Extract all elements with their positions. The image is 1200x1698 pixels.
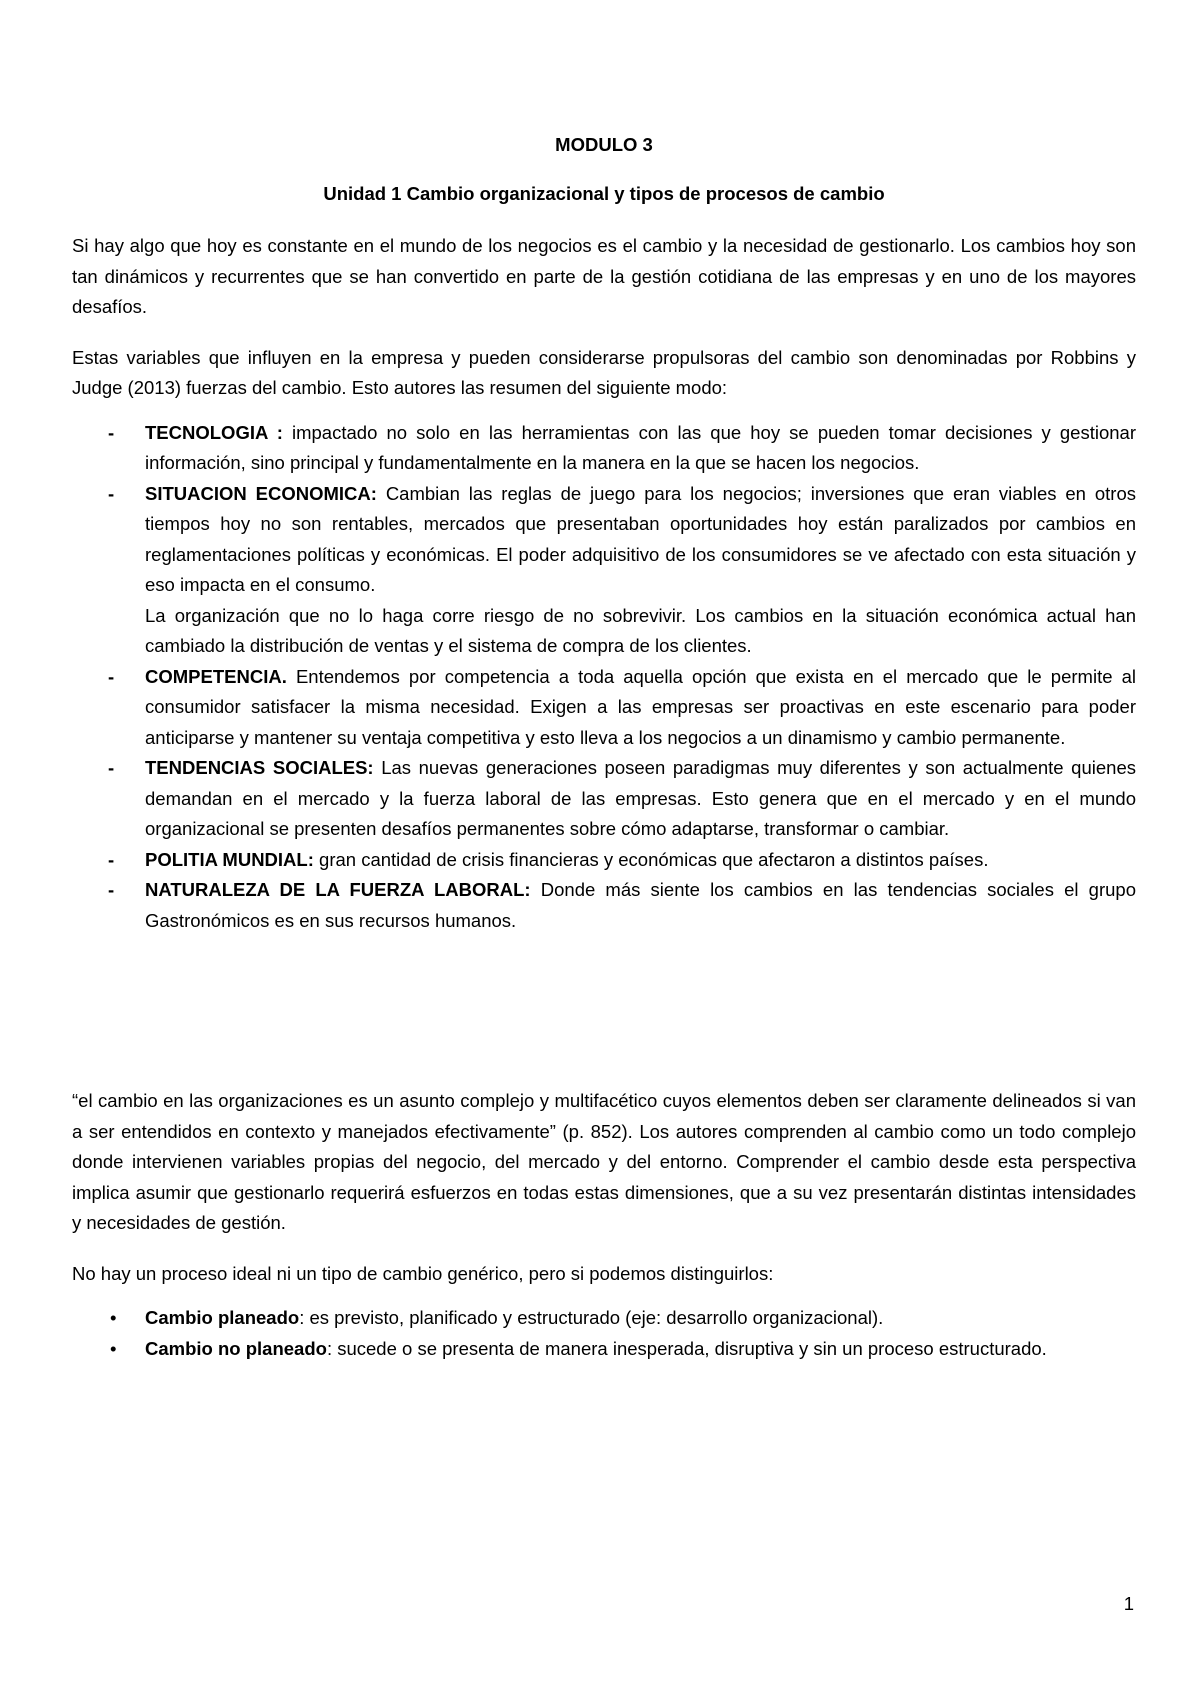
change-type-description: : sucede o se presenta de manera inesperada, disruptiva y sin un proceso estructurado. — [326, 1337, 1047, 1359]
force-description: gran cantidad de crisis financieras y económicas que afectaron a distintos países. — [313, 848, 989, 870]
list-item — [72, 753, 1136, 845]
force-description: impactado no solo en las herramientas con las que hoy se pueden tomar decisiones y gestionar información, sino principal y fundamentalmente en la manera en la que se hacen los negocios. — [145, 421, 1136, 473]
blank-space — [72, 936, 1136, 1086]
page-content — [72, 130, 1136, 1364]
round-bullet: • — [110, 1337, 117, 1359]
force-title: SITUACION ECONOMICA: — [145, 482, 377, 504]
force-description: Cambian las reglas de juego para los negocios; inversiones que eran viables en otros tiempos hoy no son rentables, mercados que presentaban oportunidades hoy están paralizados por cambios en reglamentaciones políticas y económicas. El poder adquisitivo de los consumidores se ve afectado con esta situación y eso impacta en el consumo. — [145, 482, 1136, 595]
force-description: Las nuevas generaciones poseen paradigmas muy diferentes y son actualmente quienes demandan en el mercado y la fuerza laboral de las empresas. Esto genera que en el mercado y en el mundo organizacional se presenten desafíos permanentes sobre cómo adaptarse, transformar o cambiar. — [145, 757, 1136, 839]
types-paragraph: No hay un proceso ideal ni un tipo de cambio genérico, pero si podemos distinguirlos: — [72, 1262, 774, 1284]
change-type-title: Cambio no planeado — [145, 1337, 327, 1359]
force-description: Donde más siente los cambios en las tendencias sociales el grupo Gastronómicos es en sus recursos humanos. — [145, 879, 1136, 931]
round-bullet: • — [110, 1307, 117, 1328]
change-type-title: Cambio planeado — [145, 1307, 300, 1328]
dash-bullet: - — [108, 482, 115, 504]
change-types-list — [72, 1303, 1136, 1364]
intro-paragraph: Si hay algo que hoy es constante en el mundo de los negocios es el cambio y la necesidad de gestionarlo. Los cambios hoy son tan dinámicos y recurrentes que se han convertido en parte de la gestión cotidiana de las empresas y en uno de los mayores desafíos. — [72, 235, 1136, 317]
list-item — [72, 662, 1136, 754]
force-title: TENDENCIAS SOCIALES: — [145, 757, 374, 778]
forces-list — [72, 418, 1136, 937]
unit-subtitle: Unidad 1 Cambio organizacional y tipos de procesos de cambio — [323, 182, 885, 204]
list-item — [72, 1334, 1136, 1365]
quote-paragraph: “el cambio en las organizaciones es un asunto complejo y multifacético cuyos elementos deben ser claramente delineados si van a ser entendidos en contexto y manejados efectivamente” (p. 852). Los autores comprenden al cambio como un todo complejo donde intervienen variables propias del negocio, del mercado y del entorno. Comprender el cambio desde esta perspectiva implica asumir que gestionarlo requerirá esfuerzos en todas estas dimensiones, que a su vez presentarán distintas intensidades y necesidades de gestión. — [72, 1090, 1136, 1233]
force-title: TECNOLOGIA : — [145, 421, 283, 443]
dash-bullet: - — [108, 848, 115, 870]
page-number: 1 — [1123, 1593, 1134, 1614]
dash-bullet: - — [108, 879, 115, 900]
list-item — [72, 1303, 1136, 1334]
forces-paragraph: Estas variables que influyen en la empresa y pueden considerarse propulsoras del cambio son denominadas por Robbins y Judge (2013) fuerzas del cambio. Esto autores las resumen del siguiente modo: — [72, 346, 1136, 398]
list-item — [72, 479, 1136, 662]
change-type-description: : es previsto, planificado y estructurado (eje: desarrollo organizacional). — [299, 1307, 884, 1328]
dash-bullet: - — [108, 665, 115, 687]
force-description: Entendemos por competencia a toda aquella opción que exista en el mercado que le permite al consumidor satisfacer la misma necesidad. Exigen a las empresas ser proactivas en este escenario para poder anticiparse y mantener su ventaja competitiva y esto lleva a los negocios a un dinamismo y cambio permanente. — [145, 665, 1136, 748]
force-extra-paragraph: La organización que no lo haga corre riesgo de no sobrevivir. Los cambios en la situación económica actual han cambiado la distribución de ventas y el sistema de compra de los clientes. — [145, 604, 1136, 656]
list-item — [72, 845, 1136, 876]
force-title: NATURALEZA DE LA FUERZA LABORAL: — [145, 879, 531, 900]
dash-bullet: - — [108, 757, 115, 778]
module-title: MODULO 3 — [555, 134, 653, 155]
force-title: COMPETENCIA. — [145, 665, 287, 687]
list-item — [72, 418, 1136, 479]
list-item — [72, 875, 1136, 936]
force-title: POLITIA MUNDIAL: — [145, 848, 314, 870]
dash-bullet: - — [108, 421, 115, 443]
